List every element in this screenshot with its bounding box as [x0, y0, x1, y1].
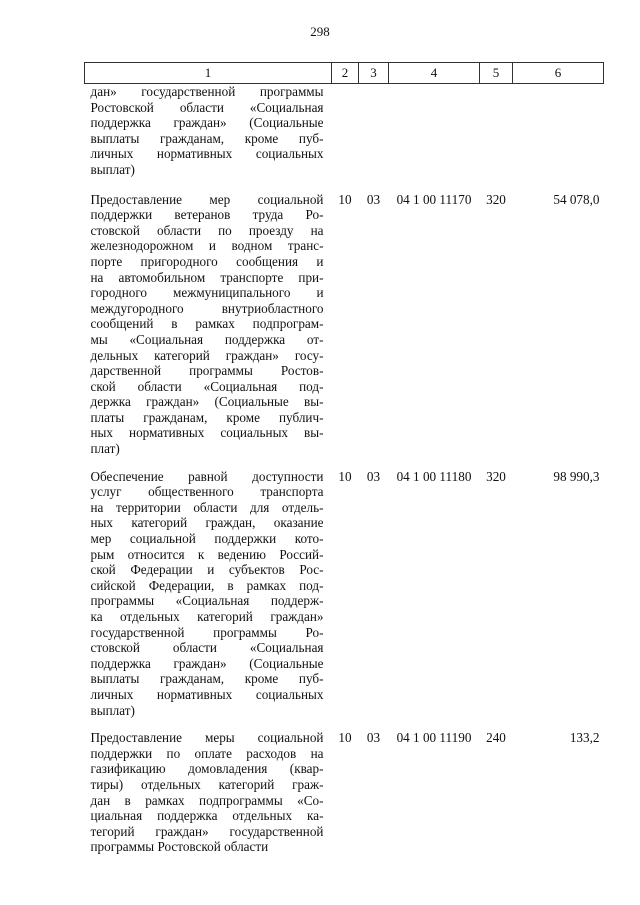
- description-line: сообщений в рамках подпрограм-: [90, 316, 324, 332]
- row-expense-type-code: 320: [486, 468, 506, 484]
- description-line: Обеспечение равной доступности: [90, 468, 324, 484]
- description-line: ных нормативных социальных вы-: [90, 425, 324, 441]
- table-row: [85, 84, 604, 192]
- description-line: ных категорий граждан, оказание: [90, 515, 324, 531]
- description-line: плат): [90, 441, 120, 457]
- description-line: дельных категорий граждан» госу-: [90, 347, 324, 363]
- description-line: программы Ростовской области: [90, 839, 269, 855]
- row-target-article-code: [389, 84, 480, 192]
- row-expense-type-code: 320: [486, 191, 506, 207]
- row-amount: 54 078,0: [553, 191, 600, 207]
- row-description: [85, 84, 332, 192]
- row-subsection-code: 03: [366, 191, 381, 207]
- description-line: личных нормативных социальных: [90, 146, 324, 162]
- description-line: Предоставление мер социальной: [90, 191, 324, 207]
- description-line: программы «Социальная поддерж-: [90, 593, 324, 609]
- description-line: на автомобильном транспорте при-: [90, 269, 324, 285]
- description-line: держка граждан» (Социальные вы-: [90, 394, 324, 410]
- column-header-1: 1: [85, 63, 332, 84]
- description-line: выплаты гражданам, кроме пуб-: [90, 130, 324, 146]
- budget-table: [84, 62, 604, 867]
- description-line: стовской области по проезду на: [90, 222, 324, 238]
- column-header-5: 5: [480, 63, 513, 84]
- column-header-6: 6: [513, 63, 604, 84]
- description-line: Ростовской области «Социальная: [90, 99, 324, 115]
- description-line: поддержки ветеранов труда Ро-: [90, 207, 324, 223]
- row-section-code: [332, 84, 359, 192]
- row-expense-type-code: 240: [486, 730, 506, 746]
- description-line: Предоставление меры социальной: [90, 730, 324, 746]
- description-line: ской Федерации и субъектов Рос-: [90, 562, 324, 578]
- row-description: [85, 192, 332, 469]
- table-row: [85, 469, 604, 731]
- row-expense-type-code: [480, 84, 513, 192]
- row-amount: 98 990,3: [553, 468, 600, 484]
- description-line: поддержка граждан» (Социальные: [90, 115, 324, 131]
- description-line: порте пригородного сообщения и: [90, 253, 324, 269]
- description-line: услуг общественного транспорта: [90, 484, 324, 500]
- table-row: [85, 192, 604, 469]
- description-line: сийской Федерации, в рамках под-: [90, 577, 324, 593]
- description-line: стовской области «Социальная: [90, 640, 324, 656]
- row-section-code: 10: [338, 191, 352, 207]
- description-line: рым относится к ведению Россий-: [90, 546, 324, 562]
- table-header-row: [85, 63, 604, 84]
- row-target-article-code: 04 1 00 11190: [396, 730, 472, 746]
- description-line: дан» государственной программы: [90, 84, 324, 99]
- description-line: мер социальной поддержки кото-: [90, 531, 324, 547]
- page-number: 298: [310, 24, 330, 39]
- description-line: государственной программы Ро-: [90, 624, 324, 640]
- description-line: дарственной программы Ростов-: [90, 363, 324, 379]
- description-line: газификацию домовладения (квар-: [90, 761, 324, 777]
- row-section-code: 10: [338, 468, 352, 484]
- description-line: выплаты гражданам, кроме пуб-: [90, 671, 324, 687]
- column-header-4: 4: [389, 63, 480, 84]
- row-target-article-code: 04 1 00 11180: [396, 468, 472, 484]
- description-line: личных нормативных социальных: [90, 686, 324, 702]
- row-description: [85, 730, 332, 867]
- description-line: ской области «Социальная под-: [90, 378, 324, 394]
- description-line: тиры) отдельных категорий граж-: [90, 776, 324, 792]
- description-line: городного межмуниципального и: [90, 285, 324, 301]
- description-line: междугородного внутриобластного: [90, 300, 324, 316]
- description-line: поддержка граждан» (Социальные: [90, 655, 324, 671]
- description-line: выплат): [90, 161, 135, 177]
- description-line: выплат): [90, 702, 135, 718]
- table-body: [85, 84, 604, 867]
- row-subsection-code: 03: [366, 730, 381, 746]
- description-line: тегорий граждан» государственной: [90, 823, 324, 839]
- row-amount: [513, 84, 604, 192]
- row-amount: 133,2: [569, 730, 600, 746]
- description-line: платы гражданам, кроме публич-: [90, 409, 324, 425]
- row-description: [85, 469, 332, 731]
- table-row: [85, 730, 604, 867]
- description-line: железнодорожном и водном транс-: [90, 238, 324, 254]
- description-line: ка отдельных категорий граждан»: [90, 609, 324, 624]
- description-line: дан в рамках подпрограммы «Со-: [90, 792, 324, 808]
- row-target-article-code: 04 1 00 11170: [396, 191, 472, 207]
- row-subsection-code: 03: [366, 468, 381, 484]
- description-line: поддержки по оплате расходов на: [90, 745, 324, 761]
- description-line: циальная поддержка отдельных ка-: [90, 808, 324, 824]
- row-subsection-code: [359, 84, 389, 192]
- column-header-3: 3: [359, 63, 389, 84]
- description-line: на территории области для отдель-: [90, 499, 324, 515]
- row-section-code: 10: [338, 730, 352, 746]
- description-line: мы «Социальная поддержка от-: [90, 331, 324, 347]
- column-header-2: 2: [332, 63, 359, 84]
